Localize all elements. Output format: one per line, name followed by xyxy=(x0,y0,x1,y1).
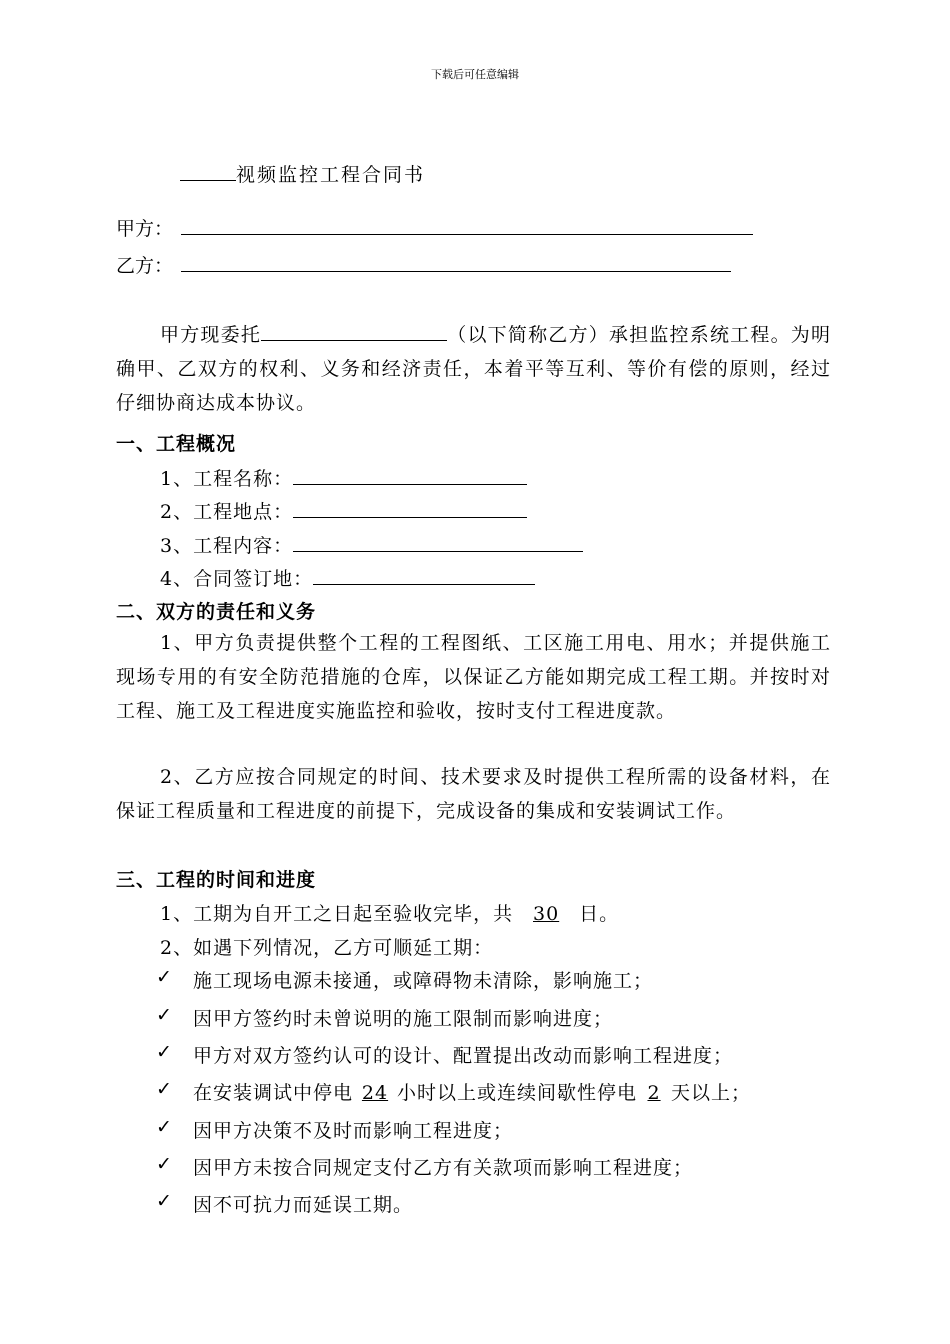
condition-6: 因甲方未按合同规定支付乙方有关款项而影响工程进度； xyxy=(193,1157,694,1179)
project-location-label: 2、工程地点： xyxy=(160,501,294,523)
condition-5: 因甲方决策不及时而影响工程进度； xyxy=(193,1120,514,1142)
condition-4 xyxy=(193,1078,751,1105)
extension-intro: 2、如遇下列情况，乙方可顺延工期： xyxy=(160,937,494,959)
condition-3: 甲方对双方签约认可的设计、配置提出改动而影响工程进度； xyxy=(193,1045,734,1067)
project-content-label: 3、工程内容： xyxy=(160,535,294,557)
check-icon: ✓ xyxy=(156,1041,172,1063)
outage-before: 在安装调试中停电 xyxy=(193,1082,354,1104)
title-blank[interactable] xyxy=(180,160,236,181)
project-name-blank[interactable] xyxy=(293,464,527,485)
check-icon: ✓ xyxy=(156,1153,172,1175)
outage-after: 天以上； xyxy=(671,1082,752,1104)
check-icon: ✓ xyxy=(156,966,172,988)
check-icon: ✓ xyxy=(156,1078,172,1100)
outage-middle: 小时以上或连续间歇性停电 xyxy=(397,1082,638,1104)
project-location-blank[interactable] xyxy=(293,497,527,518)
project-location-row xyxy=(160,497,527,524)
party-a-row xyxy=(116,214,753,241)
duration-row xyxy=(160,899,619,926)
section3-heading: 三、工程的时间和进度 xyxy=(116,869,317,891)
party-b-row xyxy=(116,251,731,278)
intro-part2: （以下简称乙方）承担监控系统工程。为明确甲、乙双方的权利、义务和经济责任，本着平等互利、等价有偿的原则，经过仔细协商达成本协议。 xyxy=(116,324,831,414)
signing-place-blank[interactable] xyxy=(313,564,535,585)
section2-paragraph-1: 1、甲方负责提供整个工程的工程图纸、工区施工用电、用水；并提供施工现场专用的有安全防范措施的仓库，以保证乙方能如期完成工程工期。并按时对工程、施工及工程进度实施监控和验收，按时支付工程进度款。 xyxy=(116,632,831,722)
party-b-label: 乙方： xyxy=(116,255,174,277)
condition-2: 因甲方签约时未曾说明的施工限制而影响进度； xyxy=(193,1008,614,1030)
section2-paragraph-2: 2、乙方应按合同规定的时间、技术要求及时提供工程所需的设备材料，在保证工程质量和工程进度的前提下，完成设备的集成和安装调试工作。 xyxy=(116,766,831,822)
outage-days: 2 xyxy=(647,1082,661,1104)
intro-blank[interactable] xyxy=(261,320,447,341)
party-a-label: 甲方： xyxy=(116,218,174,240)
duration-days: 30 xyxy=(533,903,560,925)
signing-place-row xyxy=(160,564,535,591)
project-name-label: 1、工程名称： xyxy=(160,468,294,490)
outage-hours: 24 xyxy=(361,1082,389,1104)
section1-heading: 一、工程概况 xyxy=(116,433,237,455)
contract-title xyxy=(180,160,425,187)
signing-place-label: 4、合同签订地： xyxy=(160,568,314,590)
intro-paragraph xyxy=(116,318,831,420)
intro-part1: 甲方现委托 xyxy=(160,324,262,346)
project-name-row xyxy=(160,464,527,491)
check-icon: ✓ xyxy=(156,1004,172,1026)
party-a-blank[interactable] xyxy=(181,214,753,235)
check-icon: ✓ xyxy=(156,1116,172,1138)
condition-7: 因不可抗力而延误工期。 xyxy=(193,1194,414,1216)
title-text: 视频监控工程合同书 xyxy=(236,164,426,186)
page-header: 下载后可任意编辑 xyxy=(431,68,519,81)
section2-heading: 二、双方的责任和义务 xyxy=(116,601,317,623)
party-b-blank[interactable] xyxy=(181,251,731,272)
project-content-row xyxy=(160,531,583,558)
project-content-blank[interactable] xyxy=(293,531,583,552)
duration-after: 日。 xyxy=(579,903,620,925)
condition-1: 施工现场电源未接通，或障碍物未清除，影响施工； xyxy=(193,970,654,992)
duration-before: 1、工期为自开工之日起至验收完毕，共 xyxy=(160,903,514,925)
check-icon: ✓ xyxy=(156,1190,172,1212)
